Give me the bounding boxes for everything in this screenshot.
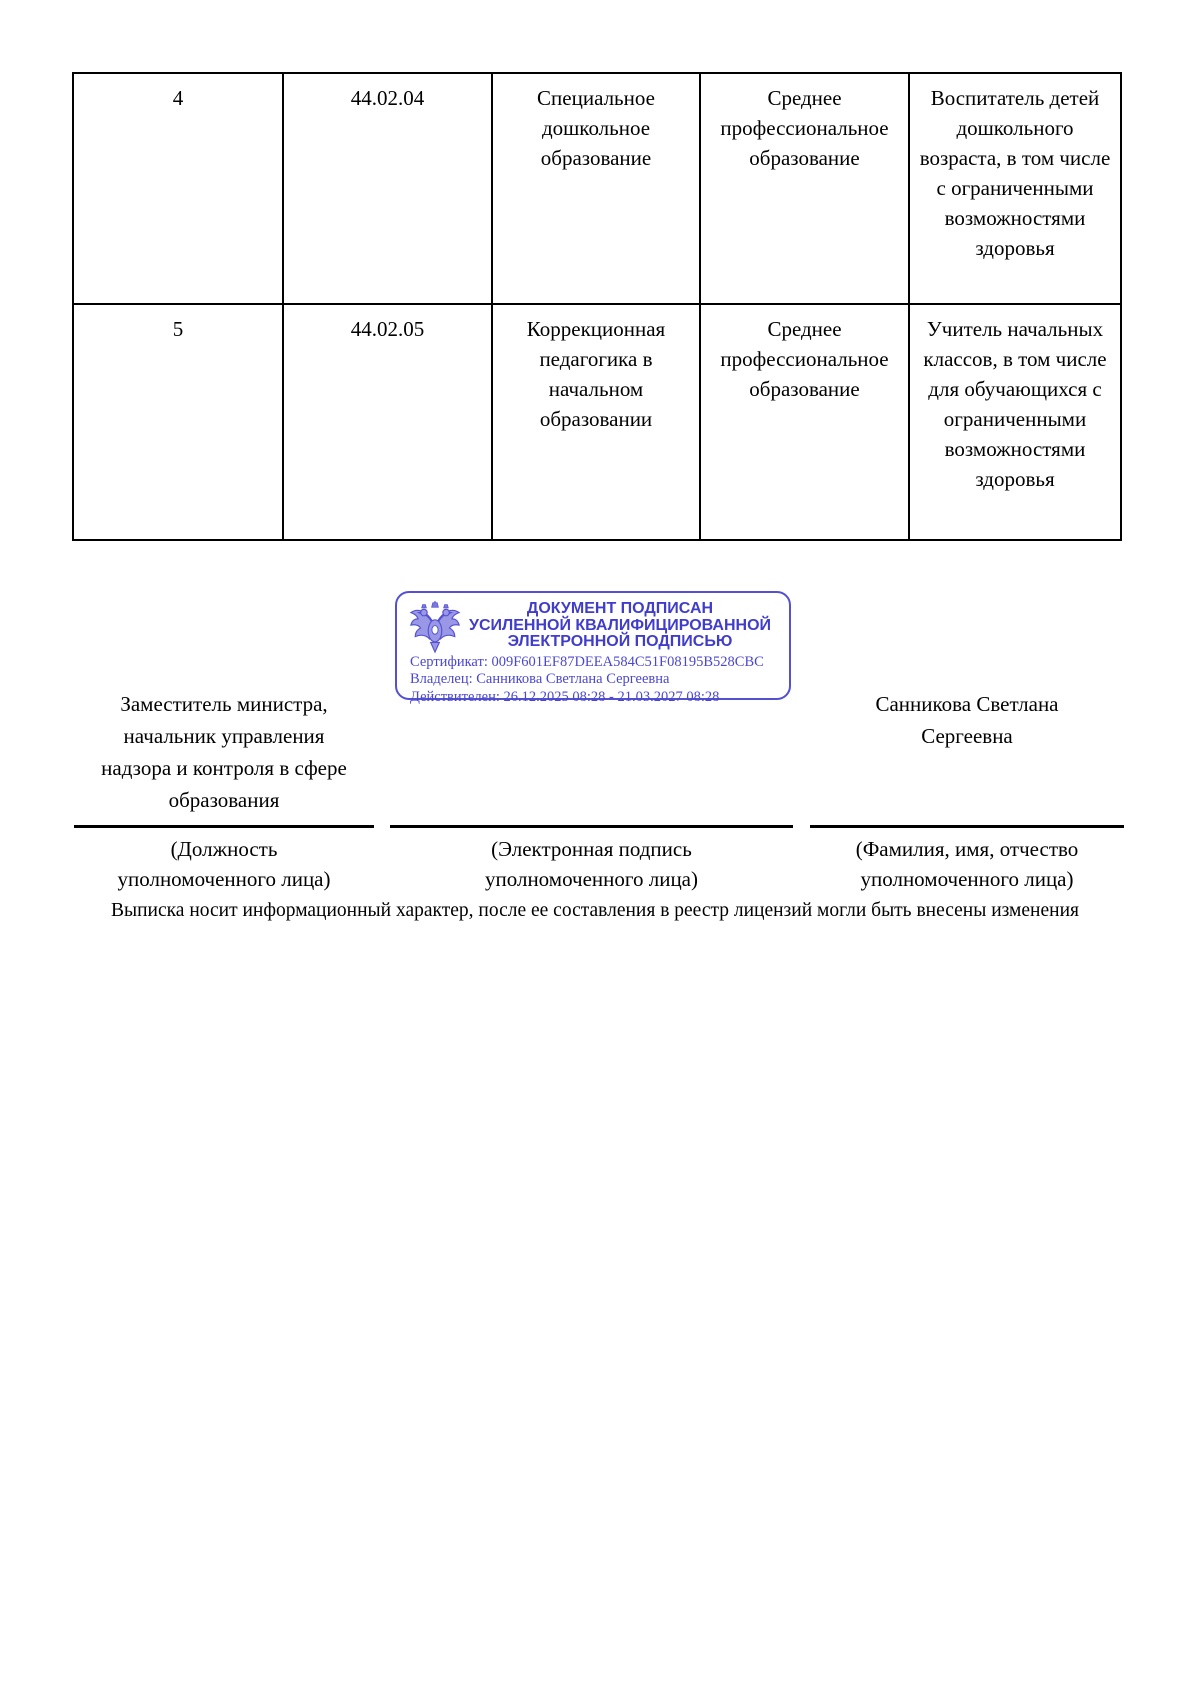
stamp-owner: Владелец: Санникова Светлана Сергеевна — [410, 671, 670, 687]
label-full-name-line1: (Фамилия, имя, отчество — [855, 837, 1079, 861]
cell-program-name: Специальное дошкольное образование — [492, 73, 700, 304]
programs-table — [72, 72, 1122, 541]
label-electronic-signature-line2: уполномоченного лица) — [485, 867, 698, 891]
cell-qualification: Воспитатель детей дошкольного возраста, в том числе с ограниченными возможностями здоровья — [909, 73, 1121, 304]
label-position-line1: (Должность — [170, 837, 278, 861]
signature-line-signature — [390, 825, 793, 828]
cell-code: 44.02.04 — [283, 73, 492, 304]
signer-position-line: образования — [168, 788, 280, 812]
disclaimer-text: Выписка носит информационный характер, после ее составления в реестр лицензий могли быть внесены изменения — [110, 900, 1079, 921]
signer-name-text — [810, 688, 1124, 752]
label-electronic-signature — [390, 834, 793, 894]
label-full-name-line2: уполномоченного лица) — [860, 867, 1074, 891]
russia-coat-of-arms-icon — [408, 600, 462, 654]
label-electronic-signature-line1: (Электронная подпись — [491, 837, 692, 861]
signature-line-name — [810, 825, 1124, 828]
signer-position-line: начальник управления — [123, 724, 325, 748]
label-full-name — [810, 834, 1124, 894]
electronic-signature-stamp — [395, 591, 791, 705]
stamp-title-line3: ЭЛЕКТРОННОЙ ПОДПИСЬЮ — [507, 633, 733, 650]
signer-position-line: надзора и контроля в сфере — [101, 756, 347, 780]
stamp-certificate: Сертификат: 009F601EF87DEEA584C51F08195B528CBC — [410, 653, 764, 670]
signer-name-line: Сергеевна — [921, 724, 1013, 748]
stamp-validity: Действителен: 26.12.2025 08:28 - 21.03.2027 08:28 — [410, 688, 720, 705]
stamp-title-line2: УСИЛЕННОЙ КВАЛИФИЦИРОВАННОЙ — [468, 616, 772, 634]
table-row — [73, 304, 1121, 540]
signer-position-line: Заместитель министра, — [120, 692, 328, 716]
label-position — [74, 834, 374, 894]
cell-education-level: Среднее профессиональное образование — [700, 73, 909, 304]
label-position-line2: уполномоченного лица) — [117, 867, 331, 891]
stamp-title-line1: ДОКУМЕНТ ПОДПИСАН — [526, 600, 714, 617]
cell-qualification: Учитель начальных классов, в том числе для обучающихся с ограниченными возможностями здоровья — [909, 304, 1121, 540]
signer-name-line: Санникова Светлана — [875, 692, 1059, 716]
cell-code: 44.02.05 — [283, 304, 492, 540]
signer-position-text — [74, 688, 374, 816]
signature-line-position — [74, 825, 374, 828]
cell-program-name: Коррекционная педагогика в начальном образовании — [492, 304, 700, 540]
table-row — [73, 73, 1121, 304]
cell-number: 4 — [73, 73, 283, 304]
cell-education-level: Среднее профессиональное образование — [700, 304, 909, 540]
cell-number: 5 — [73, 304, 283, 540]
